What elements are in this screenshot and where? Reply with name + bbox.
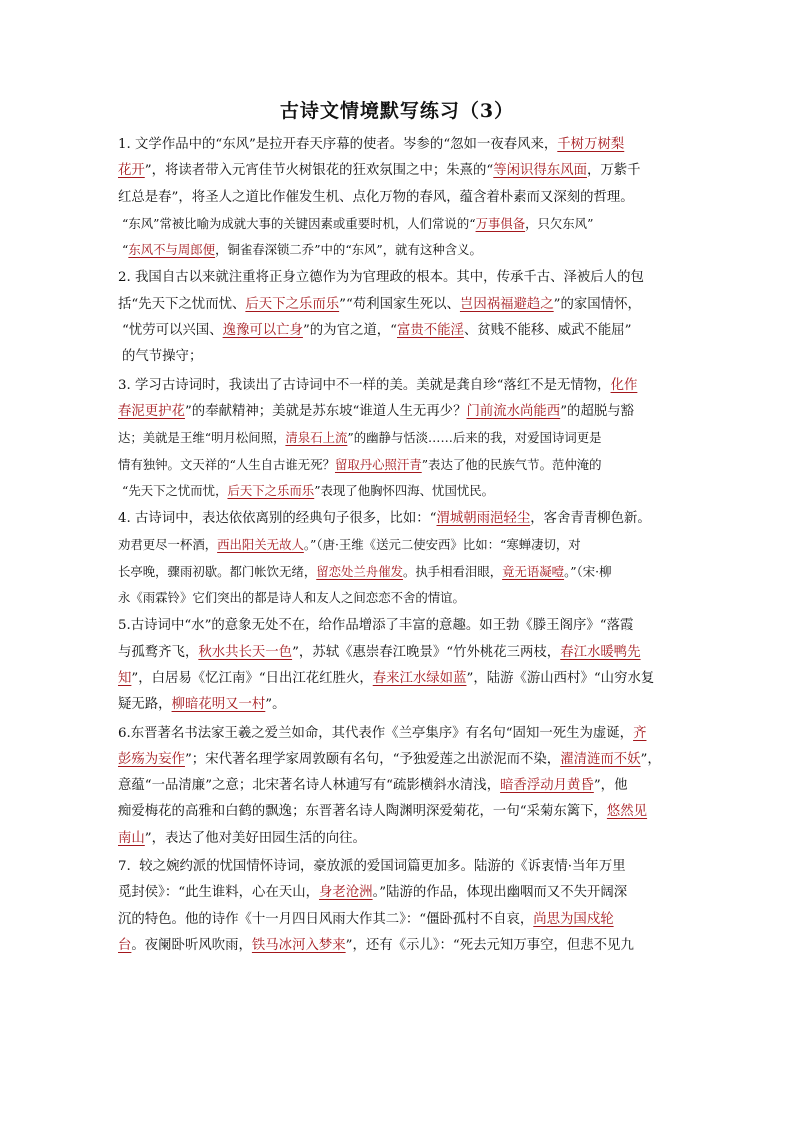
line-text: 7. 较之婉约派的忧国情怀诗词，豪放派的爱国词篇更加多。陆游的《诉衷情·当年万里 bbox=[118, 859, 626, 875]
line-text: 红总是春”，将圣人之道比作催发生机、点化万物的春风，蕴含着朴素而又深刻的哲理。 bbox=[118, 189, 634, 205]
answer-blank: 彭殇为妄作 bbox=[118, 751, 185, 767]
line-text: “ bbox=[122, 242, 129, 258]
text-line bbox=[118, 799, 680, 825]
line-text: “先天下之忧而忧， bbox=[122, 482, 228, 498]
text-line bbox=[118, 506, 680, 532]
line-text: 3. 学习古诗词时，我读出了古诗词中不一样的美。美就是龚自珍“落红不是无情物， bbox=[118, 377, 611, 393]
line-text: ”“苟利国家生死以、 bbox=[339, 296, 460, 312]
line-text: ，客舍青青柳色新。 bbox=[530, 511, 651, 527]
text-line bbox=[118, 692, 680, 718]
text-line bbox=[118, 344, 680, 370]
line-text: 6.东晋著名书法家王羲之爱兰如命，其代表作《兰亭集序》有名句“固知一死生为虚诞， bbox=[118, 725, 634, 741]
text-line bbox=[118, 158, 680, 184]
answer-blank: 渭城朝雨浥轻尘 bbox=[436, 511, 531, 527]
answer-blank: 柳暗花明又一村 bbox=[171, 697, 266, 713]
answer-blank: 暗香浮动月黄昏 bbox=[500, 778, 594, 794]
answer-blank: 西出阳关无故人 bbox=[217, 537, 304, 553]
line-text: ”， bbox=[640, 751, 661, 767]
answer-blank: 知 bbox=[118, 670, 132, 686]
line-text: “忧劳可以兴国、 bbox=[122, 323, 223, 339]
line-text: 1. 文学作品中的“东风”是拉开春天序幕的使者。岑参的“忽如一夜春风来， bbox=[118, 137, 558, 152]
text-line bbox=[118, 211, 680, 237]
text-line bbox=[118, 559, 680, 585]
answer-blank: 留取丹心照汗青 bbox=[334, 456, 422, 472]
line-text: 括“先天下之忧而忧、 bbox=[118, 296, 246, 312]
answer-blank: 竟无语凝噎 bbox=[502, 563, 565, 579]
answer-blank: 濯清涟而不妖 bbox=[560, 751, 641, 767]
line-text: ”，陆游《游山西村》“山穷水复 bbox=[466, 670, 655, 686]
text-line bbox=[118, 237, 680, 263]
line-text: 沉的特色。他的诗作《十一月四日风雨大作其二》：“僵卧孤村不自哀， bbox=[118, 911, 534, 927]
line-text: ”的奉献精神；美就是苏东坡“谁道人生无再少？ bbox=[184, 403, 467, 419]
line-text: ”，他 bbox=[593, 778, 628, 794]
line-text: ”的超脱与豁 bbox=[560, 403, 635, 419]
line-text: ”，表达了他对美好田园生活的向往。 bbox=[144, 830, 366, 846]
text-line bbox=[118, 185, 680, 211]
line-text: 。”（宋·柳 bbox=[564, 563, 612, 579]
line-text: ”，白居易《忆江南》“日出江花红胜火， bbox=[131, 670, 373, 686]
text-line bbox=[118, 425, 680, 451]
document-body bbox=[118, 132, 680, 959]
text-line bbox=[118, 826, 680, 852]
answer-blank: 花开 bbox=[118, 163, 145, 179]
text-line bbox=[118, 666, 680, 692]
text-line bbox=[118, 585, 680, 611]
answer-blank: 清泉石上流 bbox=[285, 430, 348, 446]
text-line bbox=[118, 933, 680, 959]
answer-blank: 悠然见 bbox=[606, 804, 648, 820]
text-line bbox=[118, 265, 680, 291]
line-text: 永《雨霖铃》它们突出的都是诗人和友人之间恋恋不舍的情谊。 bbox=[118, 590, 465, 606]
line-text: 2. 我国自古以来就注重将正身立德作为为官理政的根本。其中，传承千古、泽被后人的包 bbox=[118, 270, 644, 286]
answer-blank: 门前流水尚能西 bbox=[466, 403, 561, 419]
answer-blank: 留恋处兰舟催发 bbox=[316, 563, 403, 579]
text-line bbox=[118, 318, 680, 344]
line-text: 4. 古诗词中，表达依依离别的经典句子很多，比如：“ bbox=[118, 511, 437, 527]
line-text: ，万紫千 bbox=[586, 163, 641, 179]
answer-blank: 齐 bbox=[633, 725, 647, 741]
answer-blank: 富贵不能淫 bbox=[396, 323, 464, 339]
answer-blank: 等闲识得东风面 bbox=[493, 163, 587, 179]
line-text: ”表达了他的民族气节。范仲淹的 bbox=[421, 456, 602, 472]
text-line bbox=[118, 854, 680, 880]
line-text: ，只欠东风” bbox=[525, 215, 594, 231]
answer-blank: 铁马冰河入梦来 bbox=[251, 937, 346, 953]
line-text: ”的家国情怀， bbox=[553, 296, 641, 312]
line-text: 情有独钟。文天祥的“人生自古谁无死？ bbox=[118, 456, 335, 472]
line-text: 5.古诗词中“水”的意象无处不在，给作品增添了丰富的意趣。如王勃《滕王阁序》“落霞 bbox=[118, 618, 634, 634]
line-text: 。”（唐·王维《送元二使安西》比如：“寒蝉凄切，对 bbox=[303, 537, 581, 553]
text-line bbox=[118, 399, 680, 425]
text-line bbox=[118, 747, 680, 773]
line-text: ，铜雀春深锁二乔”中的“东风”，就有这种含义。 bbox=[215, 242, 482, 258]
answer-blank: 万事俱备 bbox=[475, 215, 526, 231]
line-text: ”，苏轼《惠崇春江晚景》“竹外桃花三两枝， bbox=[292, 644, 561, 660]
line-text: 达；美就是王维“明月松间照， bbox=[118, 430, 286, 446]
line-text: 觅封侯》：“此生谁料，心在天山， bbox=[118, 885, 320, 901]
text-line bbox=[118, 373, 680, 399]
answer-blank: 东风不与周郎便 bbox=[128, 242, 216, 258]
answer-blank: 南山 bbox=[118, 830, 145, 846]
line-text: 。夜阑卧听风吹雨， bbox=[131, 937, 252, 953]
line-text: ”的幽静与恬淡……后来的我，对爱国诗词更是 bbox=[347, 430, 602, 446]
line-text: “东风”常被比喻为成就大事的关键因素或重要时机，人们常说的“ bbox=[122, 215, 476, 231]
line-text: 疑无路， bbox=[118, 697, 172, 713]
answer-blank: 身老沧洲 bbox=[319, 885, 373, 901]
line-text: ”，还有《示儿》：“死去元知万事空，但悲不见九 bbox=[345, 937, 634, 953]
answer-blank: 春泥更护花 bbox=[118, 403, 185, 419]
page-title: 古诗文情境默写练习（3） bbox=[279, 100, 515, 122]
text-line bbox=[118, 640, 680, 666]
answer-blank: 后天下之乐而乐 bbox=[227, 482, 315, 498]
line-text: 痴爱梅花的高雅和白鹤的飘逸；东晋著名诗人陶渊明深爱菊花，一句“采菊东篱下， bbox=[118, 804, 607, 820]
text-line bbox=[118, 292, 680, 318]
line-text: ”的为官之道，“ bbox=[302, 323, 397, 339]
answer-blank: 逸豫可以亡身 bbox=[222, 323, 303, 339]
line-text: ”。 bbox=[265, 697, 286, 713]
line-text: 、贫贱不能移、威武不能屈” bbox=[463, 323, 632, 339]
text-line bbox=[118, 613, 680, 639]
answer-blank: 后天下之乐而乐 bbox=[245, 296, 340, 312]
text-line bbox=[118, 880, 680, 906]
answer-blank: 秋水共长天一色 bbox=[198, 644, 293, 660]
text-line bbox=[118, 907, 680, 933]
line-text: 与孤鹜齐飞， bbox=[118, 644, 199, 660]
answer-blank: 春来江水绿如蓝 bbox=[372, 670, 467, 686]
answer-blank: 春江水暖鸭先 bbox=[560, 644, 641, 660]
line-text: ”；宋代著名理学家周敦颐有名句，“予独爱莲之出淤泥而不染， bbox=[184, 751, 561, 767]
answer-blank: 台 bbox=[118, 937, 132, 953]
answer-blank: 化作 bbox=[610, 377, 638, 393]
text-line bbox=[118, 132, 680, 158]
line-text: 劝君更尽一杯酒， bbox=[118, 537, 218, 553]
line-text: 。”陆游的作品，体现出幽咽而又不失开阔深 bbox=[372, 885, 628, 901]
text-line bbox=[118, 721, 680, 747]
answer-blank: 岂因祸福避趋之 bbox=[459, 296, 554, 312]
line-text: ”表现了他胸怀四海、忧国忧民。 bbox=[314, 482, 495, 498]
text-line bbox=[118, 452, 680, 478]
text-line bbox=[118, 532, 680, 558]
text-line bbox=[118, 773, 680, 799]
line-text: 意蕴“一品清廉”之意；北宋著名诗人林逋写有“疏影横斜水清浅， bbox=[118, 778, 501, 794]
line-text: 长亭晚，骤雨初歇。都门帐饮无绪， bbox=[118, 563, 317, 579]
text-line bbox=[118, 478, 680, 504]
answer-blank: 千树万树梨 bbox=[557, 137, 625, 152]
answer-blank: 尚思为国戍轮 bbox=[533, 911, 614, 927]
line-text: ”，将读者带入元宵佳节火树银花的狂欢氛围之中；朱熹的“ bbox=[144, 163, 494, 179]
line-text: 的气节操守； bbox=[122, 349, 203, 365]
line-text: 。执手相看泪眼， bbox=[402, 563, 503, 579]
